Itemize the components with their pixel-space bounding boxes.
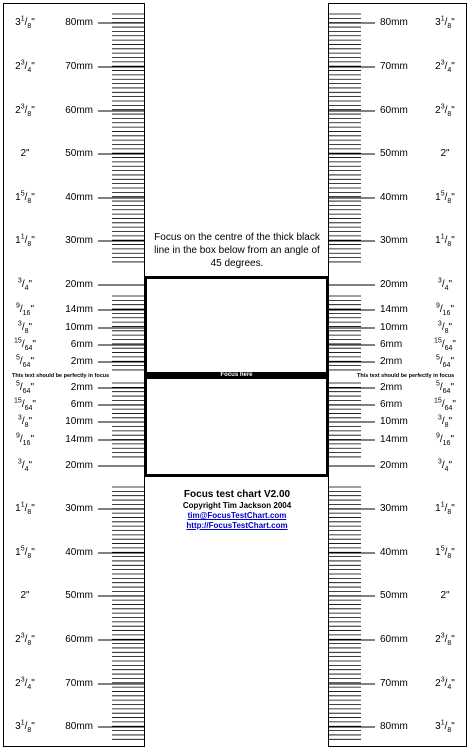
instruction-text: Focus on the centre of the thick black line in the box below from an angle of 45 degrees. — [154, 232, 320, 269]
bottom-mm-label-right: 6mm — [380, 399, 403, 410]
top-inch-label-left: $^9/_{16}$" — [15, 302, 35, 317]
top-inch-label-right: $^3/_8$" — [437, 320, 453, 335]
title-block — [150, 489, 324, 531]
top-mm-label-left: 20mm — [65, 279, 93, 290]
top-mm-label-right: 60mm — [380, 105, 408, 116]
bottom-inch-label-right: $^5/_{64}$" — [435, 380, 455, 395]
email-link[interactable]: tim@FocusTestChart.com — [187, 511, 287, 520]
top-inch-label-right: $2^3/_8$" — [435, 103, 455, 118]
focus-here-label: Focus here — [220, 372, 253, 378]
top-mm-label-right: 50mm — [380, 148, 408, 159]
bottom-mm-label-right: 40mm — [380, 547, 408, 558]
bottom-inch-label-right: $^9/_{16}$" — [435, 432, 455, 447]
bottom-inch-label-right: $^{15}/_{64}$" — [434, 397, 456, 412]
top-mm-label-left: 30mm — [65, 235, 93, 246]
top-inch-label-left: $2^3/_8$" — [15, 103, 35, 118]
bottom-mm-label-left: 40mm — [65, 547, 93, 558]
top-mm-label-left: 10mm — [65, 322, 93, 333]
top-inch-label-left: $1^5/_8$" — [15, 190, 35, 205]
top-mm-label-left: 6mm — [70, 339, 93, 350]
top-inch-label-left: $3^1/_8$" — [15, 15, 35, 30]
bottom-mm-label-right: 20mm — [380, 460, 408, 471]
bottom-inch-label-right: $2^3/_8$" — [435, 632, 455, 647]
top-mm-label-left: 50mm — [65, 148, 93, 159]
bottom-mm-label-left: 10mm — [65, 416, 93, 427]
bottom-inch-label-right: $3^1/_8$" — [435, 719, 455, 734]
bottom-mm-label-right: 10mm — [380, 416, 408, 427]
top-mm-label-left: 60mm — [65, 105, 93, 116]
top-mm-label-right: 6mm — [380, 339, 403, 350]
top-mm-label-right: 40mm — [380, 192, 408, 203]
bottom-inch-label-right: 2" — [440, 590, 450, 601]
top-mm-label-right: 30mm — [380, 235, 408, 246]
top-mm-label-left: 70mm — [65, 61, 93, 72]
bottom-inch-label-left: 2" — [20, 590, 30, 601]
top-inch-label-left: $^3/_8$" — [17, 320, 33, 335]
bottom-inch-label-left: $1^1/_8$" — [15, 501, 35, 516]
top-mm-label-left: 14mm — [65, 304, 93, 315]
bottom-mm-label-right: 14mm — [380, 434, 408, 445]
top-mm-label-right: 14mm — [380, 304, 408, 315]
bottom-mm-label-right: 60mm — [380, 634, 408, 645]
perfect-focus-text-left: This text should be perfectly in focus — [12, 373, 110, 379]
perfect-focus-text-right: This text should be perfectly in focus — [357, 373, 455, 379]
top-inch-label-right: $1^5/_8$" — [435, 190, 455, 205]
bottom-inch-label-left: $1^5/_8$" — [15, 545, 35, 560]
bottom-mm-label-right: 50mm — [380, 590, 408, 601]
bottom-inch-label-left: $2^3/_8$" — [15, 632, 35, 647]
top-mm-label-left: 80mm — [65, 17, 93, 28]
bottom-inch-label-right: $1^5/_8$" — [435, 545, 455, 560]
top-mm-label-right: 70mm — [380, 61, 408, 72]
top-mm-label-right: 20mm — [380, 279, 408, 290]
bottom-mm-label-left: 14mm — [65, 434, 93, 445]
bottom-mm-label-left: 30mm — [65, 503, 93, 514]
top-mm-label-right: 2mm — [380, 356, 403, 367]
top-inch-label-left: $^3/_4$" — [17, 277, 33, 292]
top-inch-label-right: $1^1/_8$" — [435, 233, 455, 248]
top-inch-label-right: $^5/_{64}$" — [435, 354, 455, 369]
bottom-inch-label-left: $^{15}/_{64}$" — [14, 397, 36, 412]
top-mm-label-left: 40mm — [65, 192, 93, 203]
copyright-text: Copyright Tim Jackson 2004 — [182, 501, 292, 510]
bottom-inch-label-left: $3^1/_8$" — [15, 719, 35, 734]
top-inch-label-left: $2^3/_4$" — [15, 59, 35, 74]
top-inch-label-right: 2" — [440, 148, 450, 159]
bottom-inch-label-left: $^3/_8$" — [17, 414, 33, 429]
bottom-inch-label-right: $2^3/_4$" — [435, 676, 455, 691]
top-mm-label-left: 2mm — [70, 356, 93, 367]
bottom-inch-label-left: $^9/_{16}$" — [15, 432, 35, 447]
bottom-inch-label-right: $^3/_8$" — [437, 414, 453, 429]
top-mm-label-right: 80mm — [380, 17, 408, 28]
bottom-inch-label-left: $^3/_4$" — [17, 458, 33, 473]
chart-title: Focus test chart V2.00 — [183, 489, 291, 500]
bottom-inch-label-left: $^5/_{64}$" — [15, 380, 35, 395]
top-inch-label-left: $^5/_{64}$" — [15, 354, 35, 369]
top-inch-label-right: $2^3/_4$" — [435, 59, 455, 74]
top-mm-label-right: 10mm — [380, 322, 408, 333]
top-inch-label-right: $^9/_{16}$" — [435, 302, 455, 317]
bottom-mm-label-right: 30mm — [380, 503, 408, 514]
bottom-mm-label-left: 50mm — [65, 590, 93, 601]
top-inch-label-right: $^3/_4$" — [437, 277, 453, 292]
bottom-inch-label-right: $^3/_4$" — [437, 458, 453, 473]
bottom-inch-label-right: $1^1/_8$" — [435, 501, 455, 516]
bottom-mm-label-left: 20mm — [65, 460, 93, 471]
bottom-mm-label-right: 2mm — [380, 382, 403, 393]
top-inch-label-left: 2" — [20, 148, 30, 159]
top-inch-label-right: $3^1/_8$" — [435, 15, 455, 30]
website-link[interactable]: http://FocusTestChart.com — [186, 521, 288, 530]
bottom-mm-label-left: 60mm — [65, 634, 93, 645]
bottom-mm-label-left: 70mm — [65, 678, 93, 689]
top-inch-label-left: $1^1/_8$" — [15, 233, 35, 248]
bottom-inch-label-left: $2^3/_4$" — [15, 676, 35, 691]
top-inch-label-left: $^{15}/_{64}$" — [14, 337, 36, 352]
bottom-mm-label-right: 80mm — [380, 721, 408, 732]
top-inch-label-right: $^{15}/_{64}$" — [434, 337, 456, 352]
bottom-mm-label-right: 70mm — [380, 678, 408, 689]
bottom-mm-label-left: 2mm — [70, 382, 93, 393]
bottom-mm-label-left: 6mm — [70, 399, 93, 410]
bottom-mm-label-left: 80mm — [65, 721, 93, 732]
